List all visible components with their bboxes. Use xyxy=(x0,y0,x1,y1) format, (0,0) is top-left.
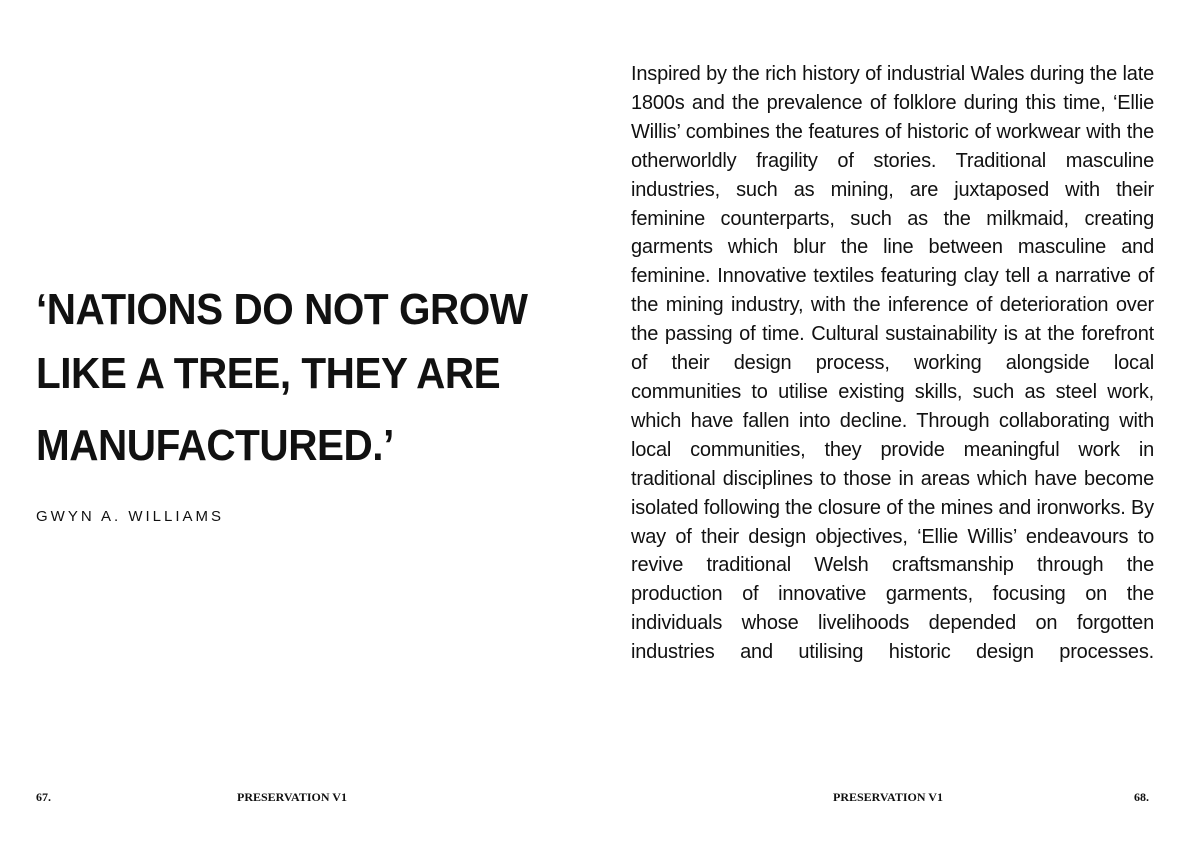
quote-author: GWYN A. WILLIAMS xyxy=(36,508,225,525)
pull-quote xyxy=(36,278,551,478)
page-number-left: 67. xyxy=(36,790,51,804)
running-title-left: PRESERVATION V1 xyxy=(237,790,347,804)
quote-line-1: ‘NATIONS DO NOT GROW xyxy=(36,285,528,334)
quote-line-3: MANUFACTURED.’ xyxy=(36,421,394,470)
page-number-right: 68. xyxy=(1134,790,1149,804)
running-title-right: PRESERVATION V1 xyxy=(833,790,943,804)
article-body: Inspired by the rich history of industrial Wales during the late 1800s and the prevalence of folklore during this time, ‘Ellie Willis’ combines the features of historic of workwear with the otherworldly fragility of stories. Traditional masculine industries, such as mining, are juxtaposed with their feminine counterparts, such as the milkmaid, creating garments which blur the line between masculine and feminine. Innovative textiles featuring clay tell a narrative of the mining industry, with the inference of deterioration over the passing of time. Cultural sustainability is at the forefront of their design process, working alongside local communities to utilise existing skills, such as steel work, which have fallen into decline. Through collaborating with local communities, they provide meaningful work in traditional disciplines to those in areas which have become isolated following the closure of the mines and ironworks. By way of their design objectives, ‘Ellie Willis’ endeavours to revive traditional Welsh craftsmanship through the production of innovative garments, focusing on the individuals whose livelihoods depended on forgotten industries and utilising historic design processes. xyxy=(631,63,1154,664)
quote-line-2: LIKE A TREE, THEY ARE xyxy=(36,349,501,398)
